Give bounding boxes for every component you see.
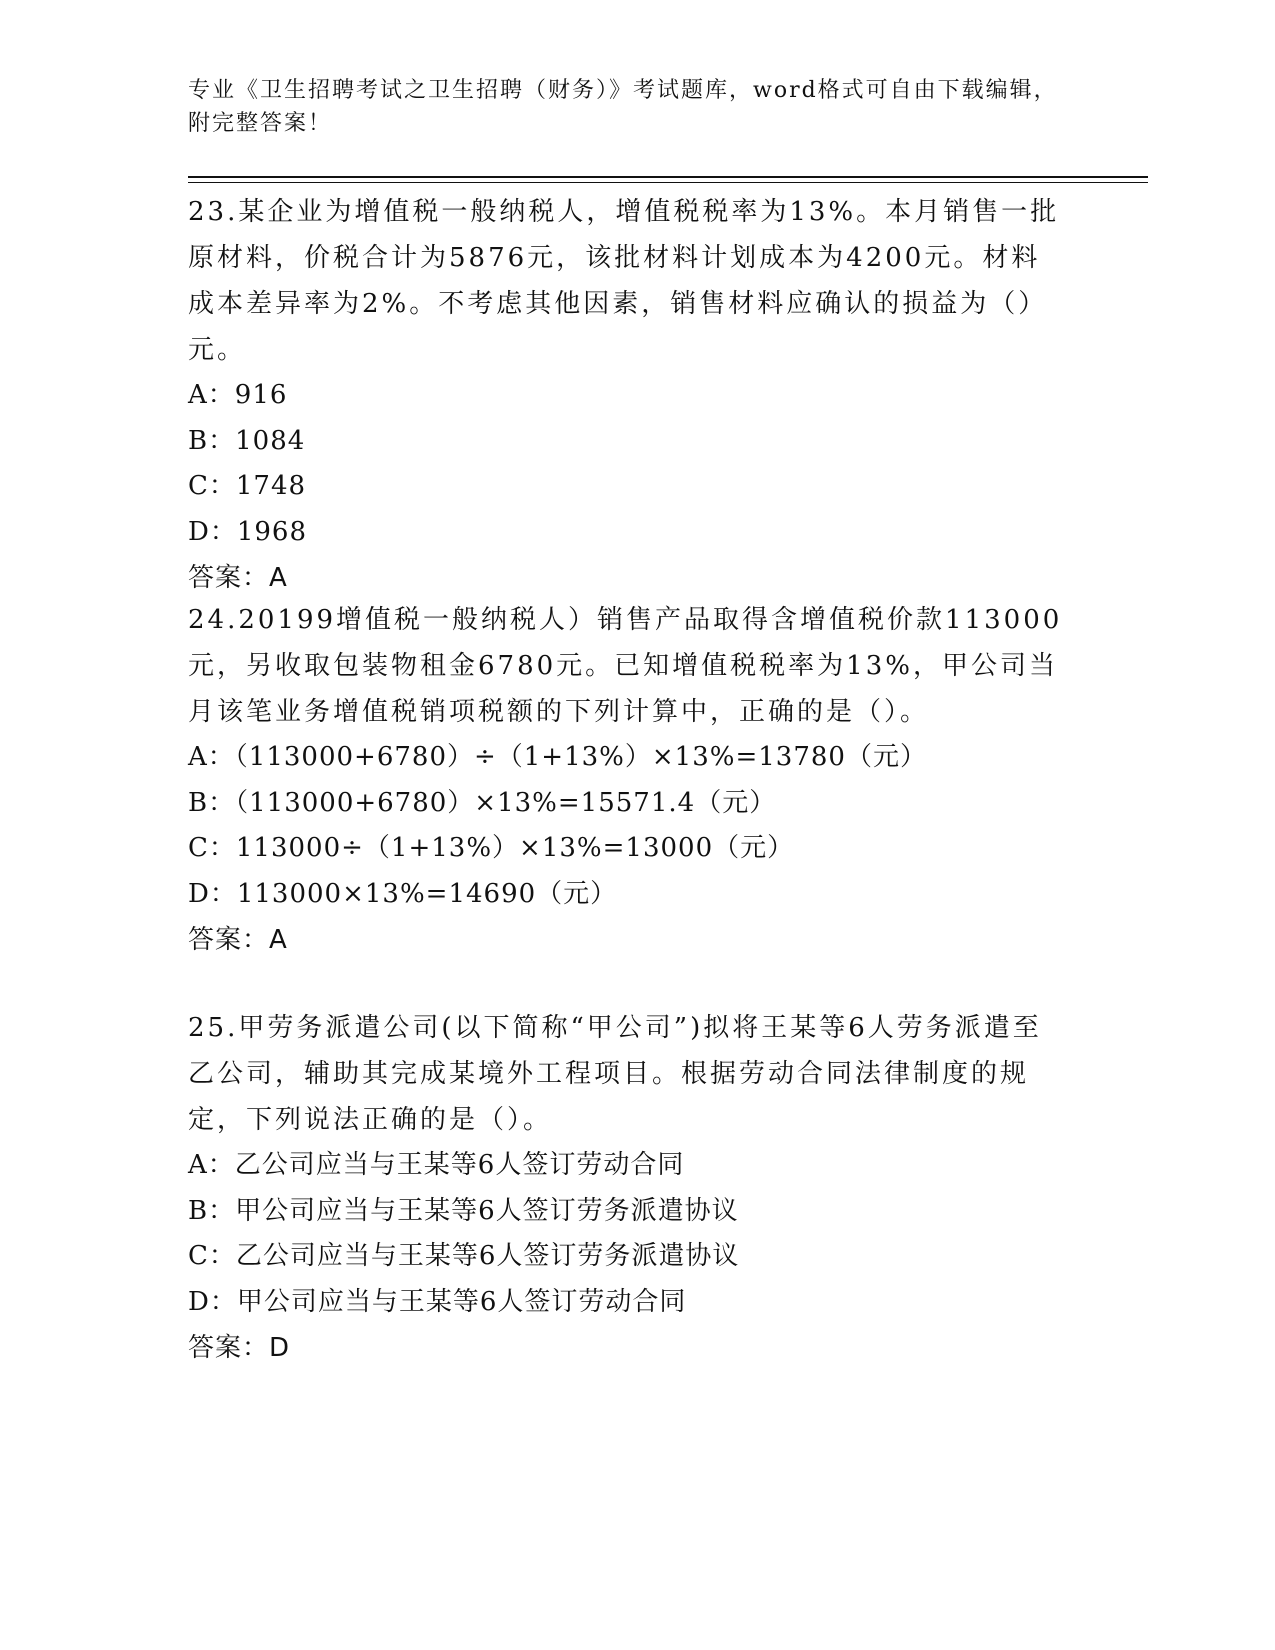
option-a: A：（113000+6780）÷（1+13%）×13%=13780（元） (188, 742, 927, 772)
option-b: B：甲公司应当与王某等6人签订劳务派遣协议 (188, 1195, 739, 1226)
question-stem: 24.20199增值税一般纳税人）销售产品取得含增值税价款113000元，另收取包装物租金6780元。已知增值税税率为13%，甲公司当月该笔业务增值税销项税额的下列计算中，正确的是（）。 (188, 605, 1063, 727)
answer-line: 答案：D (188, 1333, 291, 1363)
option-b: B：1084 (188, 425, 306, 456)
question-23 (188, 189, 1068, 601)
header-divider-thick (188, 176, 1148, 178)
answer-line: 答案：A (188, 925, 288, 955)
option-a: A：916 (188, 380, 288, 410)
option-c: C：1748 (188, 471, 307, 501)
option-b: B：（113000+6780）×13%=15571.4（元） (188, 787, 777, 818)
option-d: D：1968 (188, 516, 308, 547)
answer-line: 答案：A (188, 563, 288, 593)
option-c: C：乙公司应当与王某等6人签订劳务派遣协议 (188, 1241, 740, 1271)
option-c: C：113000÷（1+13%）×13%=13000（元） (188, 833, 795, 863)
question-stem: 25.甲劳务派遣公司(以下简称“甲公司”)拟将王某等6人劳务派遣至乙公司，辅助其完成某境外工程项目。根据劳动合同法律制度的规定，下列说法正确的是（）。 (188, 1013, 1042, 1135)
option-d: D：113000×13%=14690（元） (188, 878, 618, 909)
question-stem: 23.某企业为增值税一般纳税人，增值税税率为13%。本月销售一批原材料，价税合计为5876元，该批材料计划成本为4200元。材料成本差异率为2%。不考虑其他因素，销售材料应确认的损益为（）元。 (188, 197, 1060, 365)
question-25 (188, 1005, 1068, 1371)
question-24 (188, 597, 1068, 963)
option-d: D：甲公司应当与王某等6人签订劳动合同 (188, 1286, 687, 1317)
option-a: A：乙公司应当与王某等6人签订劳动合同 (188, 1150, 685, 1180)
page-header: 专业《卫生招聘考试之卫生招聘（财务）》考试题库，word格式可自由下载编辑，附完整答案！ (188, 78, 1058, 136)
header-divider-thin (188, 182, 1148, 183)
